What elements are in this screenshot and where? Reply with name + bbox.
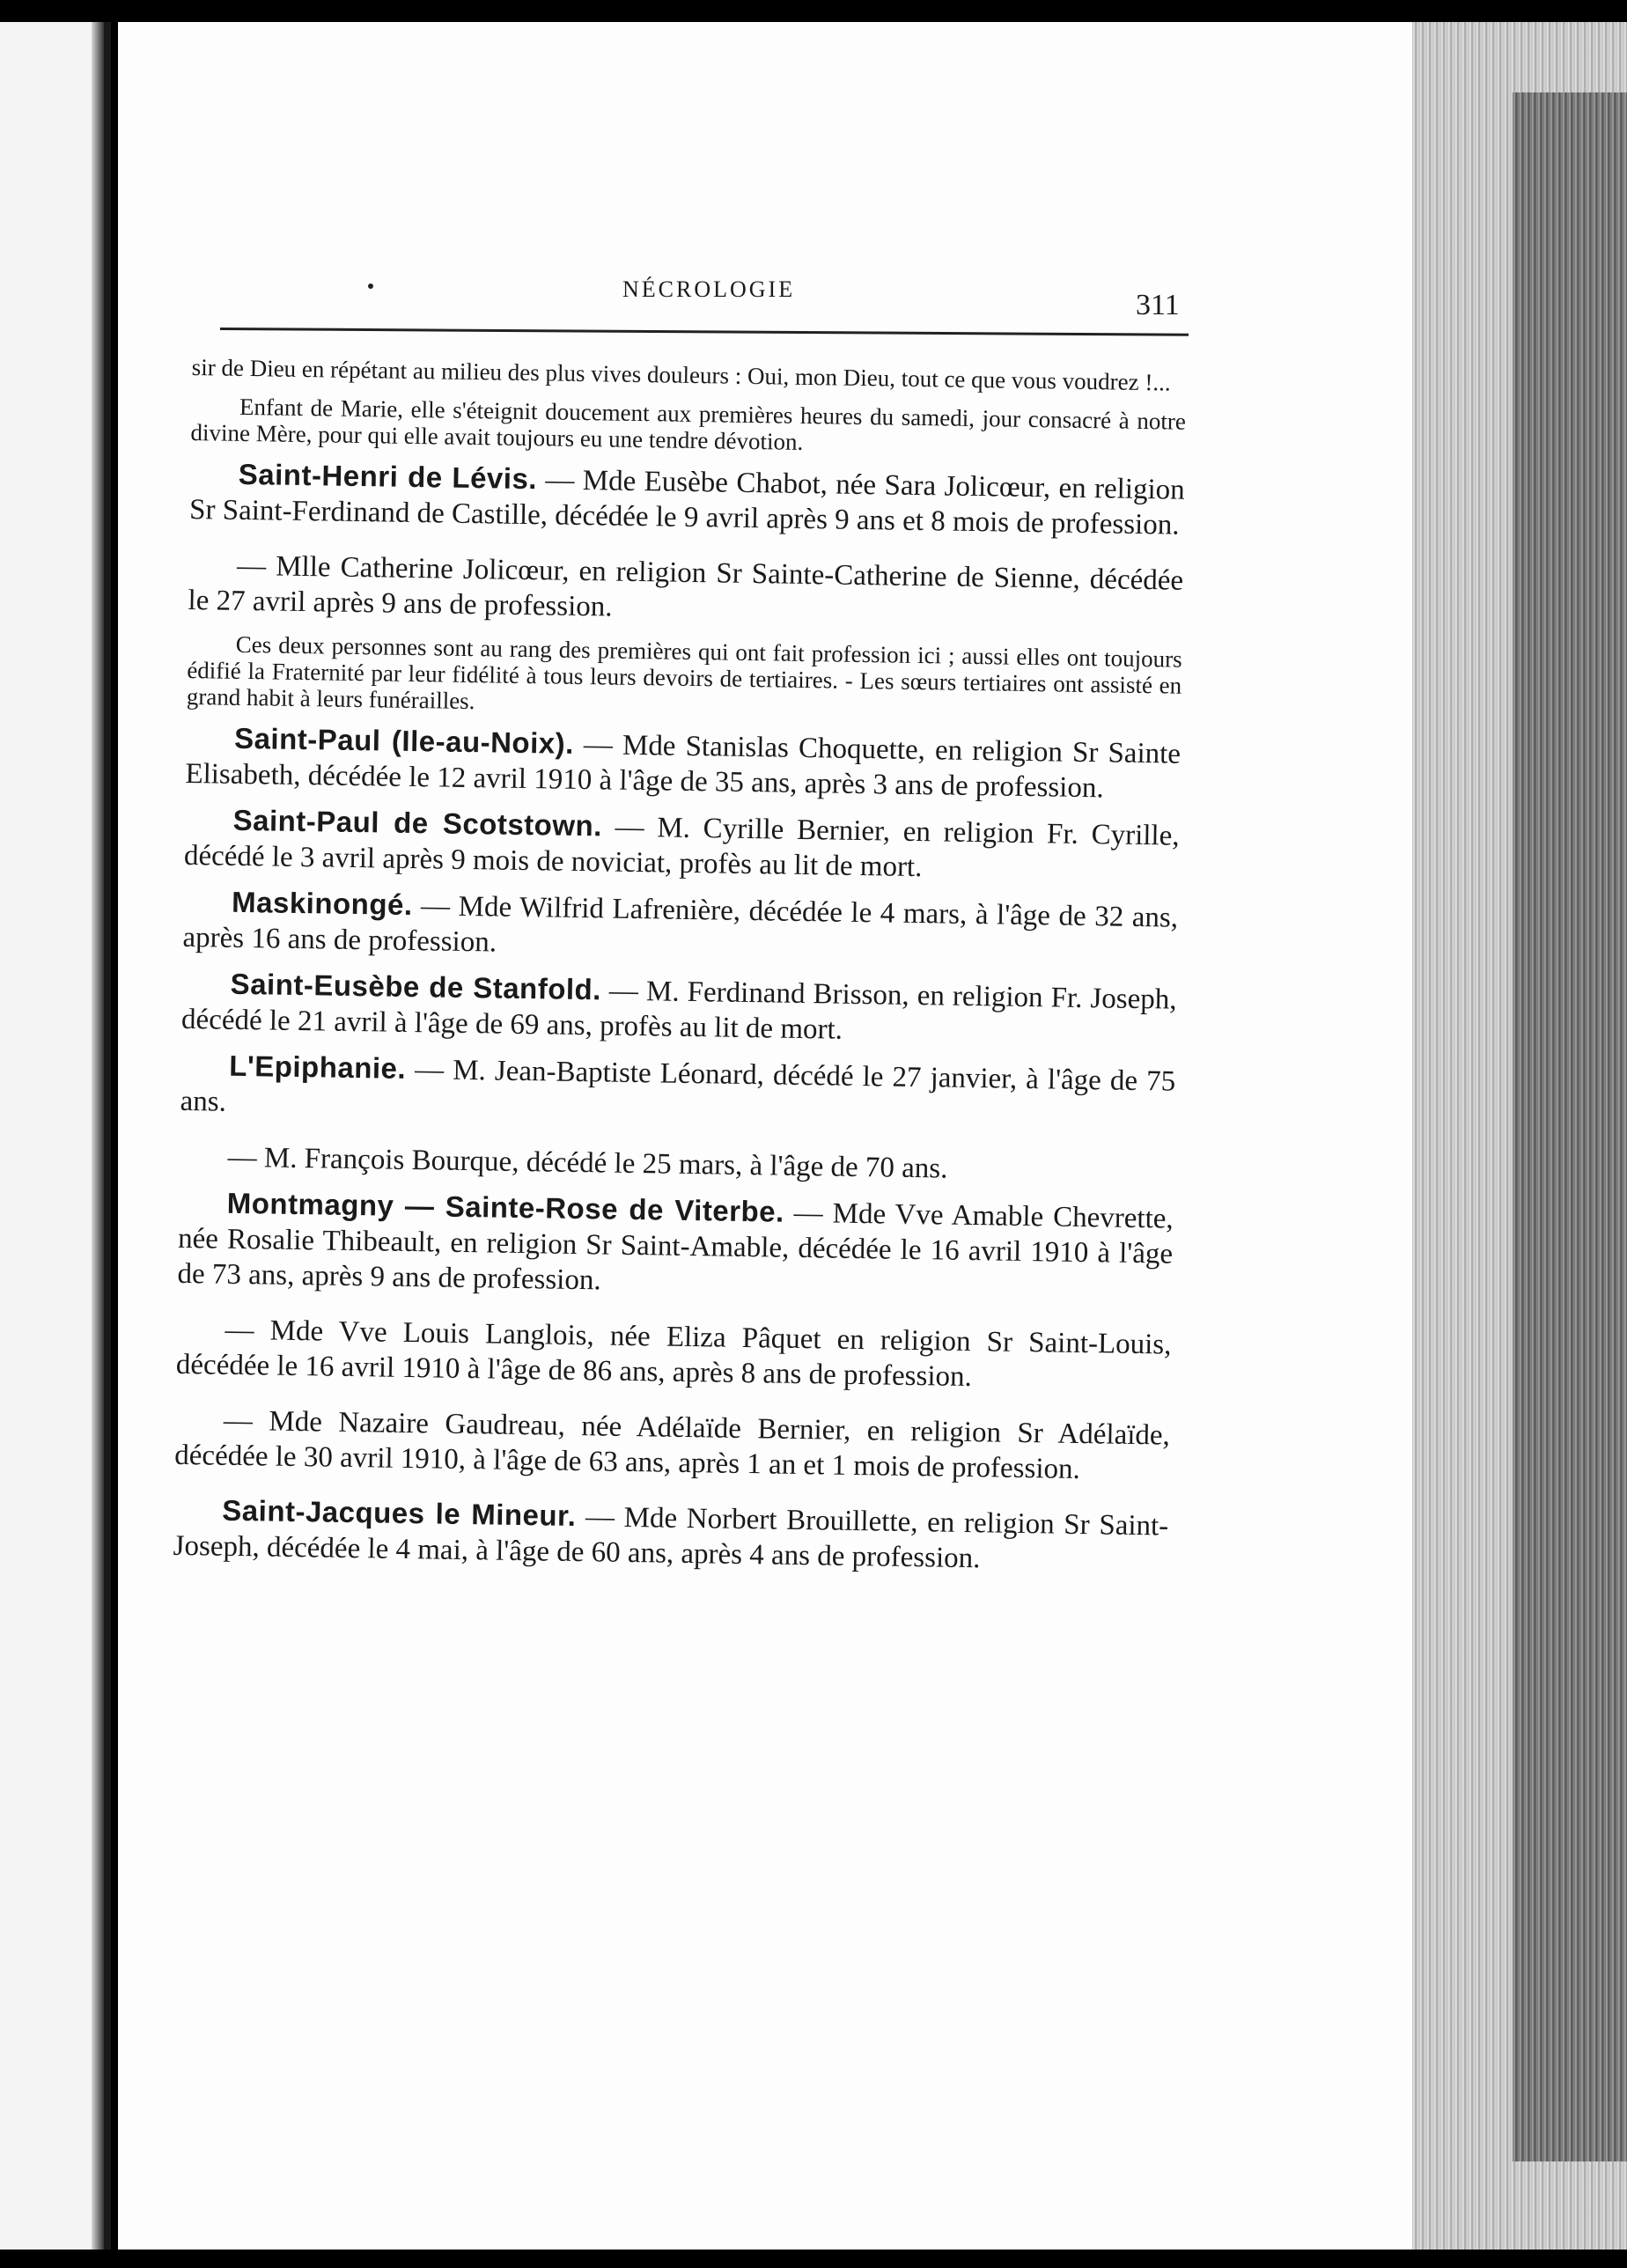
book-gutter [111, 22, 118, 2250]
paragraph [187, 629, 1182, 725]
obituary-entry [189, 456, 1185, 543]
spine-shadow [92, 22, 104, 2250]
running-header [220, 264, 1189, 321]
obituary-entry [174, 1402, 1170, 1489]
paragraph-text: Enfant de Marie, elle s'éteignit doucement aux premières heures du samedi, jour consacré à notre divine Mère, pour qui elle avait toujours eu une tendre dévotion. [190, 393, 1187, 455]
place-heading: Saint-Eusèbe de Stanfold. [230, 967, 602, 1006]
paragraph-text: sir de Dieu en répétant au milieu des plus vives douleurs : Oui, mon Dieu, tout ce que vous voudrez !... [191, 353, 1171, 396]
paragraph-text: — M. Cyrille Bernier, en religion Fr. Cyrille, décédé le 3 avril après 9 mois de noviciat, profès au lit de mort. [183, 811, 1180, 884]
paragraph-text: — Mde Eusèbe Chabot, née Sara Jolicœur, en religion Sr Saint-Ferdinand de Castille, décédée le 9 avril après 9 ans et 8 mois de profession. [188, 464, 1185, 541]
paragraph [190, 391, 1186, 461]
page-number: 311 [1136, 289, 1180, 321]
paragraph-text: — Mde Vve Amable Chevrette, née Rosalie Thibeault, en religion Sr Saint-Amable, décédée le 16 avril 1910 à l'âge de 73 ans, après 9 ans de profession. [177, 1197, 1174, 1297]
paragraph-text: — Mde Norbert Brouillette, en religion Sr Saint-Joseph, décédée le 4 mai, à l'âge de 60 ans, après 4 ans de profession. [173, 1501, 1169, 1575]
paragraph-text: Ces deux personnes sont au rang des premières qui ont fait profession ici ; aussi elles ont toujours édifié la Fraternité par leur fidélité à tous leurs devoirs de tertiaires. - Les sœurs tertiaires ont assisté en grand habit à leurs funérailles. [186, 630, 1182, 715]
page-body [173, 352, 1186, 1580]
paragraph-text: — M. Jean-Baptiste Léonard, décédé le 27 janvier, à l'âge de 75 ans. [180, 1053, 1176, 1118]
header-ornament [368, 284, 373, 289]
obituary-entry [179, 1138, 1174, 1190]
obituary-entry [181, 966, 1177, 1053]
obituary-entry [185, 720, 1181, 807]
running-title: NÉCROLOGIE [622, 276, 796, 302]
obituary-entry [177, 1185, 1174, 1307]
place-heading: L'Epiphanie. [228, 1049, 407, 1085]
obituary-entry [182, 884, 1178, 971]
paragraph-text: — M. Ferdinand Brisson, en religion Fr. Joseph, décédé le 21 avril à l'âge de 69 ans, profès au lit de mort. [180, 975, 1177, 1046]
obituary-entry [184, 802, 1180, 889]
place-heading: Saint-Paul (Ile-au-Noix). [233, 721, 575, 760]
page-stack-shadow [1513, 92, 1627, 2161]
paragraph-text: — Mde Stanislas Choquette, en religion Sr Sainte Elisabeth, décédée le 12 avril 1910 à l'âge de 35 ans, après 3 ans de profession. [185, 728, 1182, 805]
place-heading: Montmagny — Sainte-Rose de Viterbe. [226, 1186, 785, 1228]
place-heading: Saint-Henri de Lévis. [238, 457, 538, 496]
obituary-entry [188, 547, 1183, 634]
paragraph-text: — Mde Wilfrid Lafrenière, décédée le 4 mars, à l'âge de 32 ans, après 16 ans de profession. [182, 890, 1179, 959]
paragraph-text: — Mde Vve Louis Langlois, née Eliza Pâquet en religion Sr Saint-Louis, décédée le 16 avril 1910 à l'âge de 86 ans, après 8 ans de profession. [175, 1314, 1172, 1394]
place-heading: Maskinongé. [231, 885, 413, 922]
left-facing-page [0, 22, 111, 2250]
place-heading: Saint-Jacques le Mineur. [222, 1493, 577, 1533]
place-heading: Saint-Paul de Scotstown. [232, 803, 603, 843]
paragraph-text: — Mlle Catherine Jolicœur, en religion Sr Sainte-Catherine de Sienne, décédée le 27 avril après 9 ans de profession. [188, 549, 1184, 623]
page-stack-edge [1412, 22, 1627, 2250]
obituary-entry [180, 1048, 1175, 1135]
obituary-entry [176, 1311, 1172, 1398]
paragraph-text: — Mde Nazaire Gaudreau, née Adélaïde Bernier, en religion Sr Adélaïde, décédée le 30 avril 1910, à l'âge de 63 ans, après 1 an et 1 mois de profession. [174, 1404, 1171, 1485]
scan-border [0, 2250, 1627, 2268]
paragraph-text: — M. François Bourque, décédé le 25 mars, à l'âge de 70 ans. [227, 1141, 948, 1185]
